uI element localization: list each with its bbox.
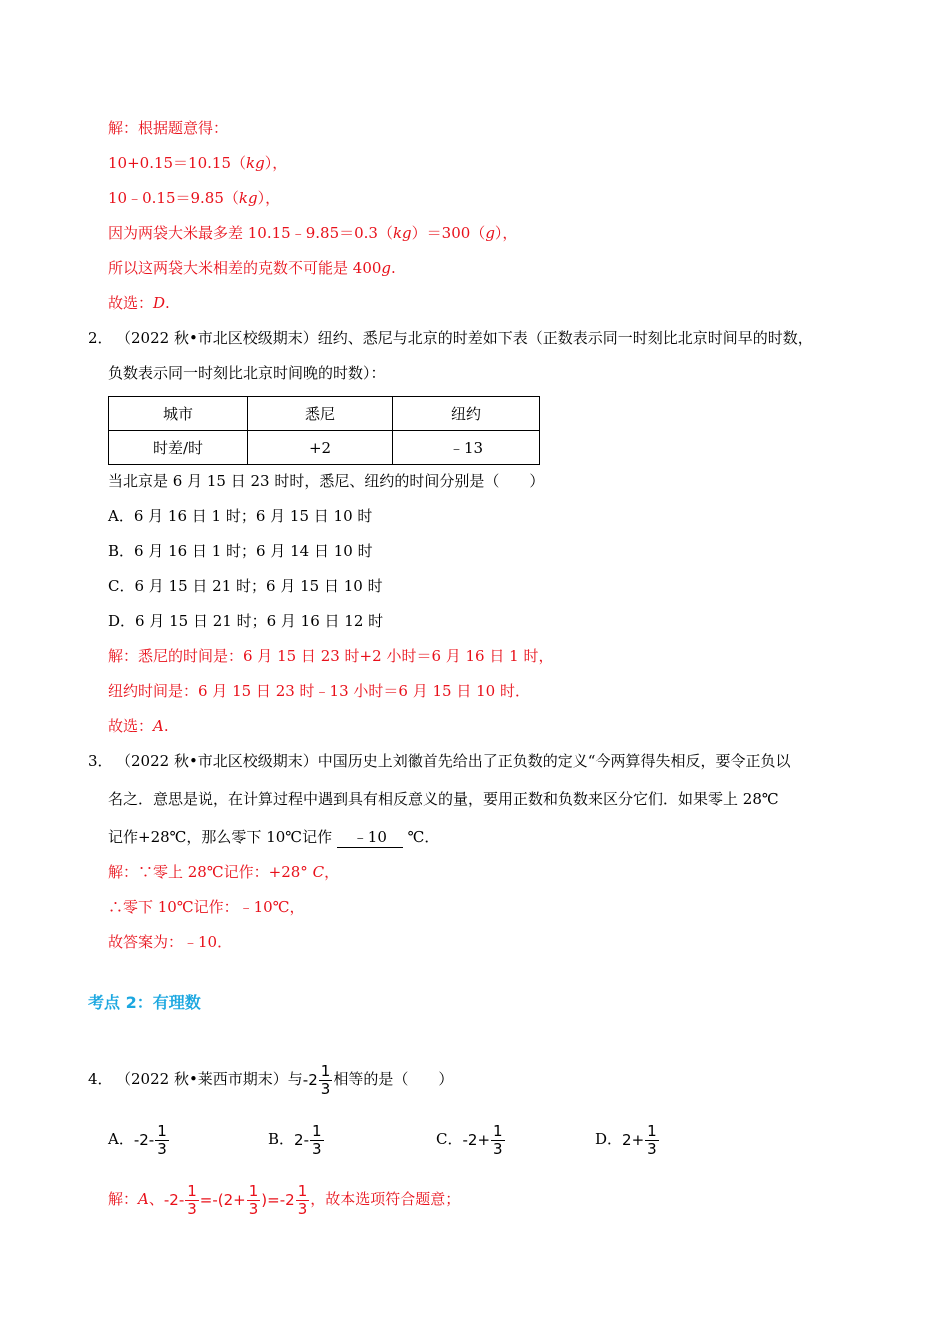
denominator: 3 — [297, 1199, 308, 1218]
option-label: B． — [268, 1130, 295, 1148]
q4-number: 4． — [88, 1070, 113, 1088]
text: 10+0.15＝10.15（ — [108, 154, 246, 172]
text: （2022 秋•莱西市期末）与 — [116, 1070, 303, 1088]
q2-stem-line1: （2022 秋•市北区校级期末）纽约、悉尼与北京的时差如下表（正数表示同一时刻比北京时间早的时数， — [116, 329, 813, 347]
numerator: 1 — [647, 1121, 657, 1140]
q2-option-c: C．6 月 15 日 21 时；6 月 15 日 10 时 — [108, 577, 383, 595]
text: 解：∵零上 28℃记作：+28° — [108, 863, 308, 881]
table-cell: +2 — [248, 431, 393, 465]
numerator: 1 — [248, 1181, 259, 1200]
math-expr: )=-2 — [261, 1191, 295, 1209]
text: 记作+28℃，那么零下 10℃记作 — [108, 828, 337, 846]
time-difference-table — [108, 396, 540, 465]
q2-number: 2． — [88, 329, 113, 347]
text: 相等的是（ ） — [333, 1070, 454, 1088]
text: . — [165, 294, 170, 312]
fraction — [310, 1123, 324, 1158]
q1-solution-line3 — [108, 188, 280, 208]
denominator: 3 — [187, 1199, 197, 1218]
fraction — [247, 1183, 261, 1218]
unit: C — [312, 863, 325, 881]
text: 10﹣0.15＝9.85（ — [108, 189, 239, 207]
numerator: 1 — [493, 1121, 503, 1140]
text: ）＝300（ — [411, 224, 486, 242]
option-label: A． — [108, 1130, 134, 1148]
denominator: 3 — [493, 1139, 503, 1158]
option-letter: A — [138, 1190, 149, 1208]
text: ， — [324, 863, 340, 881]
numerator: 1 — [157, 1121, 167, 1140]
denominator: 3 — [312, 1139, 322, 1158]
q4-option-c — [436, 1120, 506, 1159]
numerator: 1 — [187, 1181, 197, 1200]
text: 解： — [108, 1190, 139, 1208]
q1-solution-line1: 解：根据题意得： — [108, 119, 229, 137]
q3-solution-line1 — [108, 862, 339, 882]
math-expr: =-(2+ — [199, 1191, 246, 1209]
q4-stem — [116, 1060, 453, 1099]
q3-stem-line1: （2022 秋•市北区校级期末）中国历史上刘徽首先给出了正负数的定义“今两算得失相反，要令正负以 — [116, 752, 791, 770]
text: 故选： — [108, 294, 154, 312]
table-cell: 时差/时 — [109, 431, 248, 465]
q1-solution-line4 — [108, 223, 517, 243]
denominator: 3 — [157, 1139, 167, 1158]
q4-solution — [108, 1180, 460, 1219]
table-cell: 城市 — [109, 397, 248, 431]
text: 因为两袋大米最多差 10.15﹣9.85＝0.3（ — [108, 224, 393, 242]
q4-option-b — [268, 1120, 325, 1159]
unit: kg — [238, 189, 258, 207]
q3-solution-line2: ∴零下 10℃记作：﹣10℃， — [108, 898, 305, 916]
unit: g — [485, 224, 495, 242]
unit: g — [381, 259, 392, 277]
fraction — [155, 1123, 169, 1158]
fraction — [296, 1183, 310, 1218]
q3-solution-line3: 故答案为：﹣10． — [108, 933, 233, 951]
numerator: 1 — [297, 1181, 308, 1200]
text: ）， — [264, 154, 288, 172]
denominator: 3 — [248, 1199, 259, 1218]
q2-option-b: B．6 月 16 日 1 时；6 月 14 日 10 时 — [108, 542, 373, 560]
text: . — [391, 259, 396, 277]
math-expr: 2+ — [622, 1131, 645, 1149]
text: 所以这两袋大米相差的克数不可能是 400 — [108, 259, 382, 277]
q1-answer — [108, 293, 170, 313]
answer-blank: ﹣10 — [337, 827, 403, 848]
section-heading: 考点 2：有理数 — [88, 993, 201, 1012]
q3-stem-line2: 名之．意思是说，在计算过程中遇到具有相反意义的量，要用正数和负数来区分它们．如果零上 28℃ — [108, 790, 779, 808]
math-expr: -2- — [133, 1131, 155, 1149]
table-row — [109, 397, 540, 431]
q4-option-a — [108, 1120, 170, 1159]
option-label: D． — [595, 1130, 623, 1148]
table-cell: 悉尼 — [248, 397, 393, 431]
unit: kg — [246, 154, 265, 172]
text: ，故本选项符合题意； — [310, 1190, 461, 1208]
numerator: 1 — [312, 1121, 322, 1140]
q3-stem-line3 — [108, 827, 439, 848]
q4-option-d — [595, 1120, 660, 1159]
q1-solution-line5 — [108, 258, 396, 278]
text: . — [163, 717, 169, 735]
math-whole: -2 — [302, 1071, 318, 1089]
table-cell: 纽约 — [393, 397, 540, 431]
fraction — [185, 1183, 199, 1218]
denominator: 3 — [647, 1139, 657, 1158]
fraction — [319, 1063, 333, 1098]
math-expr: -2+ — [462, 1131, 491, 1149]
unit: kg — [392, 224, 412, 242]
q1-solution-line2 — [108, 153, 287, 173]
q2-question: 当北京是 6 月 15 日 23 时时，悉尼、纽约的时间分别是（ ） — [108, 472, 545, 490]
q3-number: 3． — [88, 752, 113, 770]
fraction — [491, 1123, 505, 1158]
numerator: 1 — [320, 1061, 331, 1080]
answer-letter: D — [153, 294, 166, 312]
text: 故选： — [108, 717, 154, 735]
text: ）， — [257, 189, 281, 207]
denominator: 3 — [320, 1079, 331, 1098]
option-label: C． — [436, 1130, 463, 1148]
table-row — [109, 431, 540, 465]
text: ℃． — [402, 828, 440, 846]
q2-solution-line1: 解：悉尼的时间是：6 月 15 日 23 时+2 小时＝6 月 16 日 1 时， — [108, 647, 554, 665]
answer-letter: A — [153, 717, 164, 735]
q2-option-d: D．6 月 15 日 21 时；6 月 16 日 12 时 — [108, 612, 384, 630]
text: 、 — [148, 1190, 164, 1208]
fraction — [645, 1123, 659, 1158]
q2-solution-line2: 纽约时间是：6 月 15 日 23 时﹣13 小时＝6 月 15 日 10 时． — [108, 682, 530, 700]
q2-answer — [108, 716, 169, 736]
math-expr: -2- — [163, 1191, 185, 1209]
table-cell: ﹣13 — [393, 431, 540, 465]
q2-stem-line2: 负数表示同一时刻比北京时间晚的时数）： — [108, 364, 386, 382]
math-expr: 2- — [294, 1131, 309, 1149]
q2-option-a: A．6 月 16 日 1 时；6 月 15 日 10 时 — [108, 507, 373, 525]
text: ）， — [494, 224, 518, 242]
